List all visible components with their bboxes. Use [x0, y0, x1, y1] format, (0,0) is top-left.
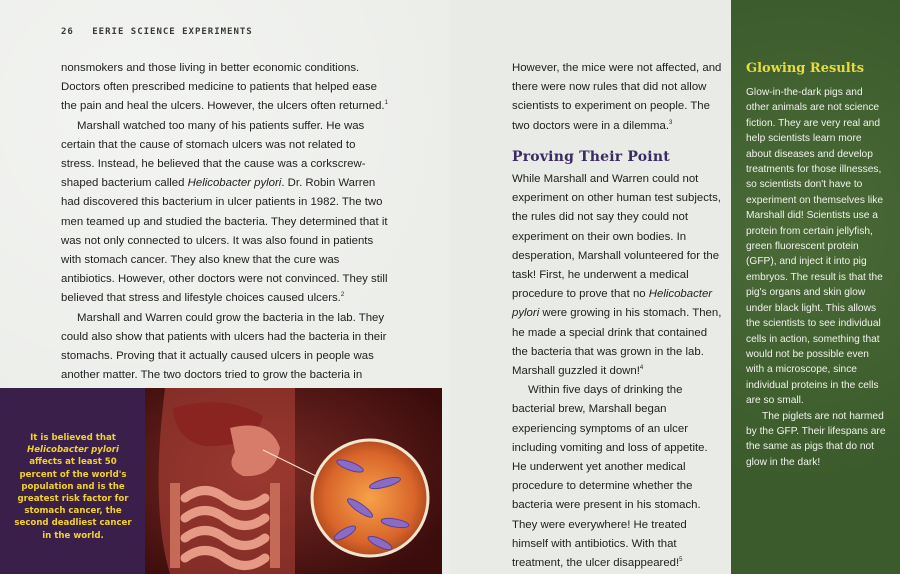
- digestive-system-illustration: [145, 388, 442, 574]
- species-name: Helicobacter pylori: [512, 288, 713, 320]
- paragraph: However, the mice were not affected, and there were now rules that did not allow scientists to experiment on people. The two doctors were in a dilemma.$^3$: [512, 62, 722, 132]
- image-caption: It is believed that Helicobacter pylori affects at least 50 percent of the world's population and is the greatest risk factor for stomach cancer, the second deadliest cancer in the world.: [14, 433, 132, 541]
- footnote-ref: 4: [639, 365, 644, 372]
- paragraph: Within five days of drinking the bacterial brew, Marshall began experiencing symptoms of an ulcer including vomiting and loss of appetite. He underwent yet another medical procedure to determine whether the bacteria were present in his stomach. They were everywhere! He treated himself with antibiotics. With that treatment, the ulcer disappeared!$^5$: [512, 384, 708, 570]
- right-column-text: [512, 170, 724, 573]
- section-heading: Proving Their Point: [512, 149, 670, 165]
- paragraph: Glow-in-the-dark pigs and other animals are not science fiction. They are very real and help scientists learn more about diseases and develop treatments for those illnesses, so scientists don't have to experiment on themselves like Marshall did! Scientists use a protein from certain jellyfish, green fluorescent protein (GFP), and inject it into pig embryos. The result is that the pig's organs and skin glow under black light. This allows the scientists to see individual cells in action, something that would not be possible even with a microscope, since individual proteins in the cells are so small.: [746, 87, 884, 407]
- right-column-intro: [512, 59, 724, 136]
- footnote-ref: 3: [669, 119, 673, 126]
- footnote-ref: 2: [340, 292, 345, 299]
- left-column-text: [61, 59, 389, 405]
- paragraph: The piglets are not harmed by the GFP. Their lifespans are the same as pigs that do not glow in the dark!: [746, 410, 886, 468]
- page-number: 26: [61, 27, 74, 37]
- running-header: [61, 27, 253, 37]
- paragraph: nonsmokers and those living in better economic conditions. Doctors often prescribed medicine to patients that helped ease the pain and heal the ulcers. However, the ulcers often returned.$^1$: [61, 62, 388, 113]
- book-title: EERIE SCIENCE EXPERIMENTS: [92, 27, 253, 37]
- paragraph: Marshall and Warren could grow the bacteria in the lab. They could also show that patients with ulcers had the bacteria in their stomachs. Proving that it actually caused ulcers in people was another matter. The two doctors tried to grow the bacteria in: [61, 311, 387, 382]
- footnote-ref: 5: [679, 557, 683, 564]
- sidebar-heading: Glowing Results: [746, 61, 865, 76]
- species-name: Helicobacter pylori: [27, 445, 119, 456]
- paragraph: While Marshall and Warren could not experiment on other human test subjects, the rules did not say they could not experiment on their own bodies. In desperation, Marshall volunteered for the task! First, he underwent a medical procedure to prove that no Helicobacter pylori were growing in his stomach. Then, he made a special drink that contained the bacteria that was grown in the lab. Marshall guzzled it down!$^4$: [512, 173, 722, 378]
- footnote-ref: 1: [384, 100, 388, 107]
- sidebar-text: [746, 85, 886, 470]
- species-name: Helicobacter pylori: [187, 177, 282, 190]
- paragraph: Marshall watched too many of his patients suffer. He was certain that the cause of stomach ulcers was not related to stress. Instead, he believed that the cause was a corkscrew-shaped bacterium called Helicobacter pylori. Dr. Robin Warren had discovered this bacterium in ulcer patients in 1982. The two men teamed up and studied the bacteria. They determined that it was not only connected to ulcers. It was also found in patients with stomach cancer. They also knew that the cure was antibiotics. However, other doctors were not convinced. They still believed that stress and lifestyle choices caused ulcers.$^2$: [61, 119, 388, 305]
